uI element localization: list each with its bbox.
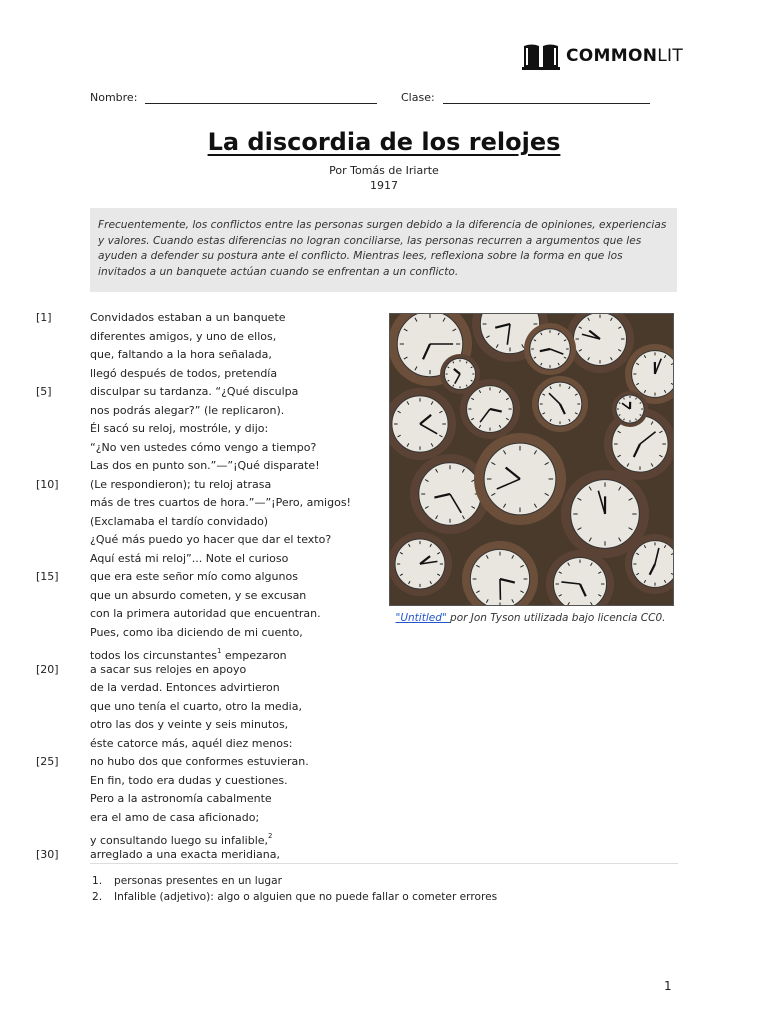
poem-line	[0, 346, 400, 365]
line-number: [10]	[36, 477, 59, 491]
year: 1917	[370, 179, 398, 192]
photo-link[interactable]: "Untitled"	[395, 612, 451, 624]
line-text: Las dos en punto son.”—”¡Qué disparate!	[90, 459, 320, 472]
poem-line	[0, 809, 400, 828]
line-text: que era este señor mío como algunos	[90, 570, 298, 583]
line-text: más de tres cuartos de hora.”—”¡Pero, amigos!	[90, 496, 351, 509]
name-label: Nombre:	[90, 91, 138, 104]
byline	[0, 163, 768, 193]
line-text: que uno tenía el cuarto, otro la media,	[90, 699, 302, 713]
line-text: nos podrás alegar?” (le replicaron).	[90, 403, 285, 417]
photo-credit: por Jon Tyson utilizada bajo licencia CC0.	[450, 612, 666, 624]
author: Por Tomás de Iriarte	[329, 164, 439, 177]
poem-line	[0, 698, 400, 717]
clock-face	[474, 433, 566, 525]
poem-line	[0, 365, 400, 384]
poem-line	[0, 457, 400, 476]
footnote-divider	[90, 863, 678, 864]
footnotes	[92, 873, 497, 905]
line-text: Él sacó su reloj, mostróle, y dijo:	[90, 422, 269, 435]
class-label: Clase:	[401, 91, 435, 104]
poem-line	[0, 550, 400, 569]
poem-line	[0, 735, 400, 754]
line-text: que un absurdo cometen, y se excusan	[90, 588, 307, 602]
poem-line	[0, 772, 400, 791]
line-text: (Exclamaba el tardío convidado)	[90, 514, 269, 528]
class-line[interactable]	[443, 91, 650, 104]
line-text: no hubo dos que conformes estuvieran.	[90, 755, 309, 768]
line-text: diferentes amigos, y uno de ellos,	[90, 329, 277, 343]
line-number: [30]	[36, 847, 59, 861]
intro-box: Frecuentemente, los conflictos entre las personas surgen debido a la diferencia de opiniones, experiencias y valores. Cuando estas diferencias no logran conciliarse, las personas recurren a argumentos que les ayuden a defender su postura ante el conflicto. Mientras lees, reflexiona sobre la forma en que los invitados a un banquete actúan cuando se enfrentan a un conflicto.	[90, 208, 677, 292]
footnote-marker[interactable]: 1	[216, 647, 222, 655]
poem-line	[0, 605, 400, 624]
poem-line	[0, 402, 400, 421]
line-number: [25]	[36, 755, 59, 768]
line-text: y consultando luego su infalible,$^2$	[90, 832, 273, 847]
name-line[interactable]	[145, 91, 377, 104]
page-number: 1	[664, 979, 672, 993]
poem-line	[0, 420, 400, 439]
line-text: disculpar su tardanza. “¿Qué disculpa	[90, 385, 299, 398]
line-text: que, faltando a la hora señalada,	[90, 348, 272, 361]
photo-caption	[389, 612, 672, 624]
poem-line	[0, 716, 400, 735]
poem-body	[0, 309, 400, 864]
clock-face	[390, 532, 452, 596]
footnote-marker[interactable]: 2	[268, 832, 273, 840]
line-number: [15]	[36, 570, 59, 583]
poem-line	[0, 790, 400, 809]
poem-line	[0, 753, 400, 772]
line-text: con la primera autoridad que encuentran.	[90, 607, 321, 620]
line-text: ¿Qué más puedo yo hacer que dar el texto?	[90, 533, 332, 546]
line-number: [5]	[36, 385, 52, 398]
line-text: éste catorce más, aquél diez menos:	[90, 736, 293, 750]
commonlit-logo	[522, 42, 683, 70]
poem-line	[0, 328, 400, 347]
name-field[interactable]	[90, 91, 377, 104]
poem-line	[0, 568, 400, 587]
line-text: a sacar sus relojes en apoyo	[90, 662, 247, 676]
poem-line	[0, 439, 400, 458]
poem-line	[0, 494, 400, 513]
clocks-illustration	[390, 314, 673, 605]
line-text: Pero a la astronomía cabalmente	[90, 792, 272, 805]
line-text: Convidados estaban a un banquete	[90, 311, 286, 324]
clock-face	[440, 354, 480, 394]
open-book-icon	[522, 42, 560, 70]
logo-wordmark: COMMONLIT	[566, 46, 684, 66]
line-text: otro las dos y veinte y seis minutos,	[90, 718, 289, 731]
line-text: era el amo de casa aficionado;	[90, 810, 260, 824]
poem-line	[0, 309, 400, 328]
line-text: todos los circunstantes$^1$ empezaron	[90, 647, 287, 662]
poem-line	[0, 642, 400, 661]
clock-face	[524, 323, 576, 375]
poem-line	[0, 624, 400, 643]
poem-line	[0, 587, 400, 606]
line-text: Aquí está mi reloj”... Note el curioso	[90, 551, 289, 565]
poem-line	[0, 661, 400, 680]
poem-line	[0, 531, 400, 550]
line-text: arreglado a una exacta meridiana,	[90, 847, 280, 861]
footnote-item: 2. Infalible (adjetivo): algo o alguien que no puede fallar o cometer errores	[92, 891, 498, 903]
poem-line	[0, 513, 400, 532]
poem-line	[0, 679, 400, 698]
class-field[interactable]	[401, 91, 650, 104]
line-number: [1]	[36, 311, 52, 324]
line-text: llegó después de todos, pretendía	[90, 366, 278, 380]
line-text: (Le respondieron); tu reloj atrasa	[90, 477, 272, 491]
line-text: de la verdad. Entonces advirtieron	[90, 681, 280, 694]
clocks-photo	[389, 313, 674, 606]
line-text: “¿No ven ustedes cómo vengo a tiempo?	[90, 440, 317, 454]
poem-line	[0, 827, 400, 846]
line-number: [20]	[36, 662, 59, 676]
line-text: En fin, todo era dudas y cuestiones.	[90, 773, 288, 787]
poem-line	[0, 476, 400, 495]
line-text: Pues, como iba diciendo de mi cuento,	[90, 625, 303, 639]
poem-line	[0, 383, 400, 402]
poem-line	[0, 846, 400, 865]
clock-face	[612, 391, 648, 427]
document-title: La discordia de los relojes	[207, 128, 561, 156]
footnote-item: 1. personas presentes en un lugar	[92, 875, 282, 887]
clock-face	[532, 376, 588, 432]
